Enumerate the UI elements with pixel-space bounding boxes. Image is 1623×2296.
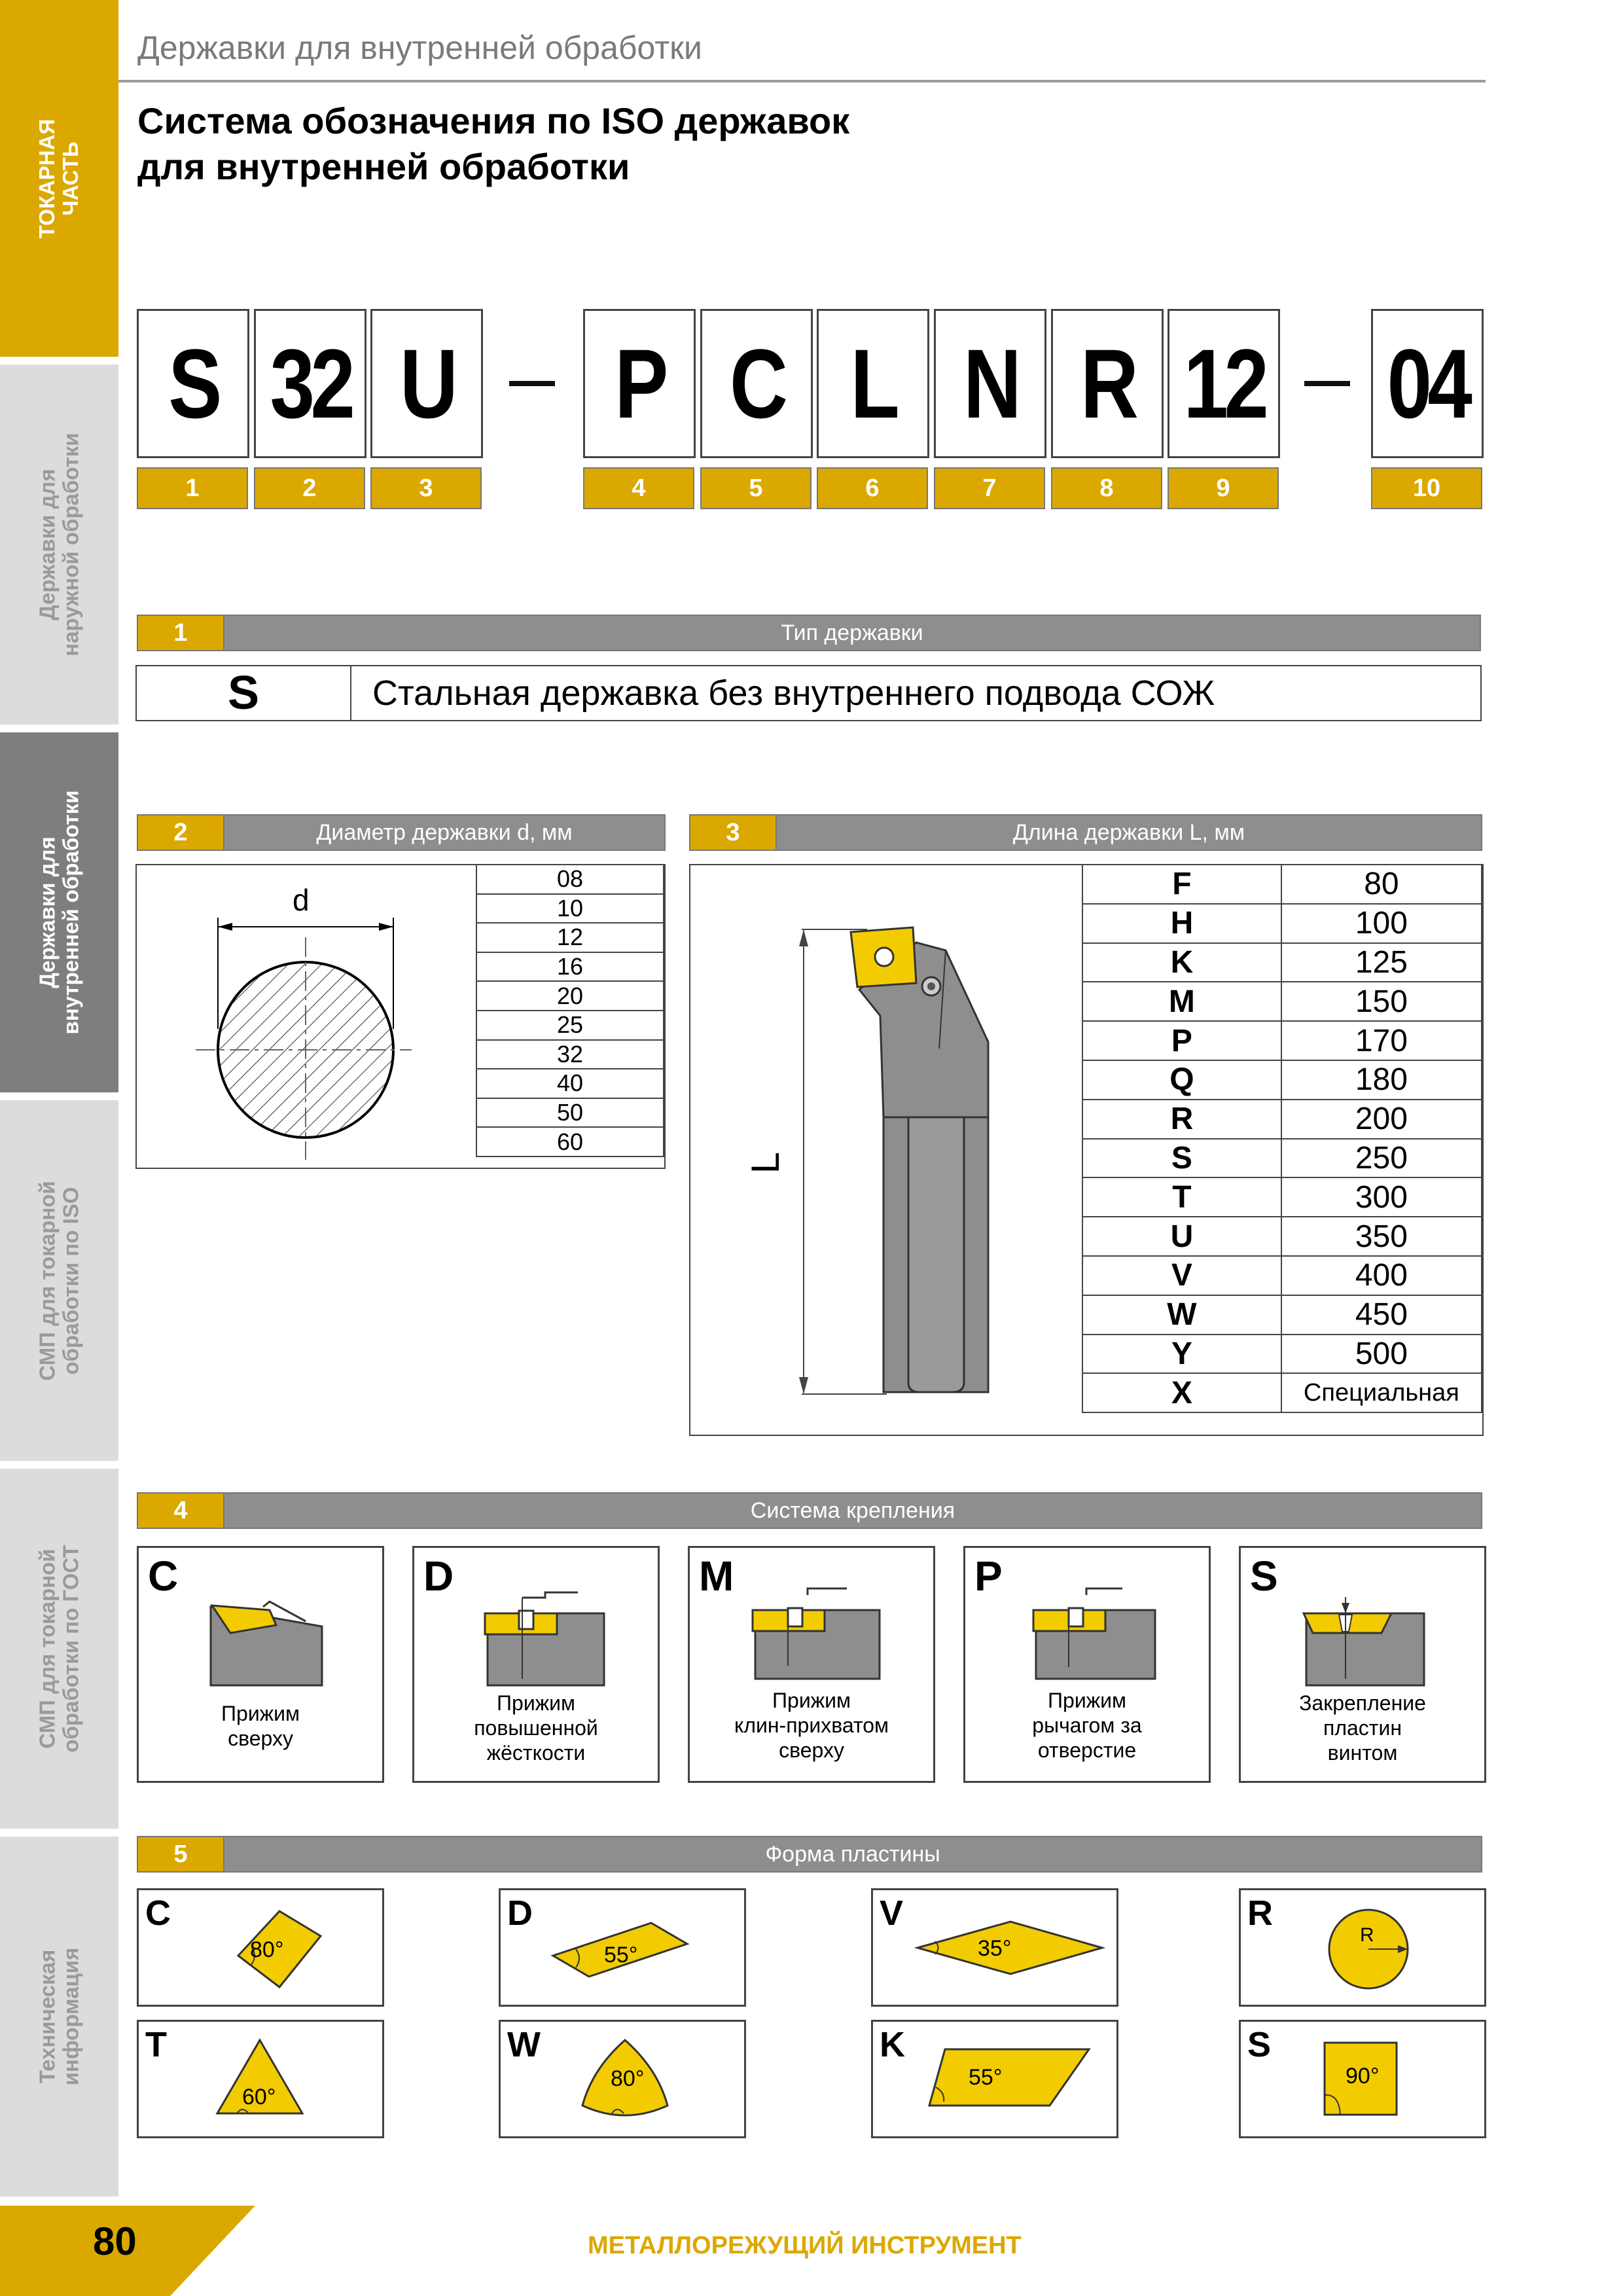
table-row: Y 500 (1082, 1335, 1482, 1374)
clamp-caption: Прижим рычагом за отверстие (1032, 1689, 1142, 1762)
insert-shape-v: V 35° (871, 1888, 1118, 2007)
holder-type-desc: Стальная державка без внутреннего подвода СОЖ (372, 673, 1215, 713)
boring-bar-diagram (690, 865, 1083, 1435)
code-dash (509, 381, 555, 386)
code-char-1: S (137, 309, 249, 458)
table-row: 12 (476, 923, 664, 952)
code-char-6: L (817, 309, 929, 458)
diameter-label: d (293, 883, 310, 917)
length-label: L (743, 1151, 788, 1174)
clamp-caption: Прижим сверху (221, 1702, 300, 1750)
clamp-caption: Прижим повышенной жёсткости (474, 1691, 598, 1765)
table-row: Q 180 (1082, 1060, 1482, 1100)
insert-shape-t: T 60° (137, 2020, 384, 2138)
angle-label: 55° (604, 1943, 638, 1967)
section-3-header: 3 Длина державки L, мм (689, 814, 1482, 851)
table-row: 50 (476, 1098, 664, 1128)
footer-brand: МЕТАЛЛОРЕЖУЩИЙ ИНСТРУМЕНТ (588, 2232, 1022, 2259)
angle-label: 60° (242, 2085, 276, 2109)
page-number: 80 (93, 2219, 137, 2263)
page-tab-shape (0, 2206, 308, 2296)
angle-label: 35° (978, 1936, 1012, 1961)
sidebar-tab-external-holders[interactable]: Державки для наружной обработки (0, 365, 118, 725)
header-divider (118, 80, 1486, 82)
insert-shape-r: R R (1239, 1888, 1486, 2007)
clamp-type-s: S Закрепление пластин винтом (1239, 1546, 1486, 1783)
code-num-4: 4 (583, 467, 694, 509)
code-char-7: N (934, 309, 1046, 458)
sidebar-tab-technical-info[interactable]: Техническая информация (0, 1837, 118, 2197)
table-row: W 450 (1082, 1295, 1482, 1335)
table-row: 16 (476, 952, 664, 982)
code-num-9: 9 (1168, 467, 1279, 509)
triangle-60-icon (139, 2022, 382, 2136)
code-num-3: 3 (370, 467, 482, 509)
clamp-caption: Прижим клин-прихватом сверху (734, 1689, 889, 1762)
table-row: H 100 (1082, 904, 1482, 943)
table-row: 40 (476, 1069, 664, 1098)
angle-label: 80° (611, 2066, 645, 2091)
sidebar-tab-inserts-gost[interactable]: СМП для токарной обработки по ГОСТ (0, 1469, 118, 1829)
radius-label: R (1360, 1924, 1374, 1946)
clamp-caption: Закрепление пластин винтом (1299, 1691, 1426, 1765)
table-row: 20 (476, 981, 664, 1011)
length-table (1082, 864, 1482, 1413)
insert-shape-s: S 90° (1239, 2020, 1486, 2138)
table-row: 08 (476, 865, 664, 894)
section-3-body (689, 864, 1484, 1436)
diameter-table (476, 864, 664, 1157)
clamp-type-d: D Прижим повышенной жёсткости (412, 1546, 660, 1783)
clamp-type-p: P Прижим рычагом за отверстие (963, 1546, 1211, 1783)
code-num-7: 7 (934, 467, 1045, 509)
table-row: 32 (476, 1040, 664, 1069)
section-header: Державки для внутренней обработки (137, 29, 702, 66)
section-2-header: 2 Диаметр державки d, мм (137, 814, 666, 851)
round-insert-icon (1241, 1890, 1484, 2005)
code-num-1: 1 (137, 467, 248, 509)
section-1-row (135, 665, 1482, 721)
code-num-5: 5 (700, 467, 812, 509)
table-row: 25 (476, 1011, 664, 1040)
table-row: U 350 (1082, 1217, 1482, 1256)
code-num-8: 8 (1051, 467, 1162, 509)
insert-shape-w: W 80° (499, 2020, 746, 2138)
table-row: M 150 (1082, 982, 1482, 1021)
angle-label: 80° (250, 1937, 284, 1962)
table-row: 10 (476, 894, 664, 924)
table-row: 60 (476, 1127, 664, 1157)
section-5-header: 5 Форма пластины (137, 1836, 1482, 1873)
code-char-8: R (1051, 309, 1164, 458)
sidebar-tab-inserts-iso[interactable]: СМП для токарной обработки по ISO (0, 1100, 118, 1461)
table-row: P 170 (1082, 1021, 1482, 1060)
table-row: F 80 (1082, 865, 1482, 904)
code-char-10: 04 (1371, 309, 1484, 458)
page-number-tab (0, 2206, 308, 2296)
sidebar-tab-internal-holders[interactable]: Державки для внутренней обработки (0, 732, 118, 1092)
sidebar-tab-turning[interactable]: ТОКАРНАЯ ЧАСТЬ (0, 0, 118, 357)
table-row: S 250 (1082, 1139, 1482, 1178)
code-num-10: 10 (1371, 467, 1482, 509)
code-char-4: P (583, 309, 696, 458)
insert-shape-d: D 55° (499, 1888, 746, 2007)
code-char-5: C (700, 309, 813, 458)
clamp-type-c: C Прижим сверху (137, 1546, 384, 1783)
code-num-2: 2 (254, 467, 365, 509)
holder-type-code: S (137, 666, 351, 720)
page-title: Система обозначения по ISO державок для внутренней обработки (137, 100, 850, 187)
code-char-9: 12 (1168, 309, 1280, 458)
section-1-header: 1 Тип державки (137, 615, 1481, 651)
insert-shape-k: K 55° (871, 2020, 1118, 2138)
code-num-6: 6 (817, 467, 928, 509)
angle-label: 90° (1346, 2064, 1380, 2089)
section-4-header: 4 Система крепления (137, 1492, 1482, 1529)
table-row: T 300 (1082, 1177, 1482, 1217)
code-char-2: 32 (254, 309, 366, 458)
table-row: K 125 (1082, 943, 1482, 982)
code-char-3: U (370, 309, 483, 458)
section-2-body (135, 864, 666, 1169)
insert-shape-c: C 80° (137, 1888, 384, 2007)
table-row: V 400 (1082, 1256, 1482, 1295)
clamp-type-m: M Прижим клин-прихватом сверху (688, 1546, 935, 1783)
angle-label: 55° (969, 2065, 1003, 2090)
code-dash (1304, 381, 1350, 386)
table-row: X Специальная (1082, 1373, 1482, 1412)
table-row: R 200 (1082, 1100, 1482, 1139)
